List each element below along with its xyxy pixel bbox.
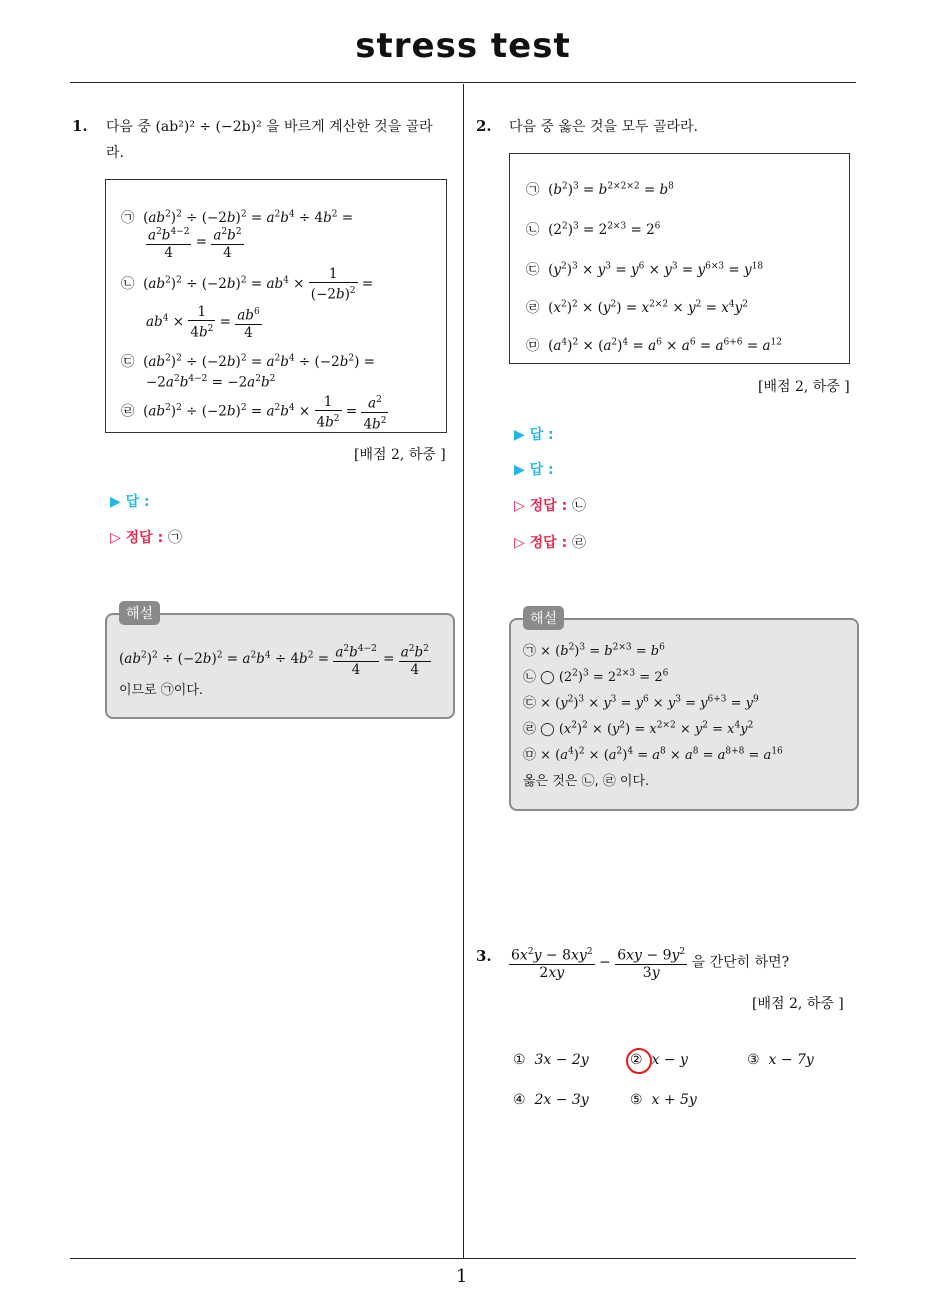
q1-solution-tab: 해설 — [119, 601, 160, 625]
q3-choice-1[interactable] — [513, 1052, 589, 1068]
q1-text — [106, 114, 456, 166]
q1-option-3[interactable]: ㉢ $(ab^2)^2 \div (-2b)^2 = a^2b^4 \div (-2b^2)$ = — [121, 353, 375, 370]
q3-choice-3-num: ③ — [747, 1052, 760, 1068]
q1-solution-line2: 이므로 ㉠이다. — [119, 683, 204, 698]
q2-text: 다음 중 옳은 것을 모두 골라라. — [509, 119, 698, 135]
q1-answer-label: ▶ 답 : — [110, 494, 150, 510]
q2-score: [배점 2, 하중 ] — [758, 379, 850, 395]
q1-text-line1: 다음 중 (ab²)² ÷ (−2b)² 을 바르게 계산한 것을 골라 — [106, 119, 433, 135]
q2-option-3[interactable]: ㉢ $(y^2)^3 \times y^3 = y^6 \times y^3 = y^{6\times 3} = y^{18}$ — [526, 261, 764, 278]
q1-number: 1. — [72, 117, 88, 135]
q1-correct-value: ㉠ — [168, 530, 183, 546]
q2-solution-tab: 해설 — [523, 606, 564, 630]
header-rule — [70, 82, 856, 83]
q3-number: 3. — [476, 947, 492, 965]
q3-score: [배점 2, 하중 ] — [752, 996, 844, 1012]
q1-score: [배점 2, 하중 ] — [354, 447, 446, 463]
q2-solution-line3: ㉢ × $(y^2)^3 \times y^3 = y^6 \times y^3 = y^{6+3} = y^9$ — [523, 694, 759, 711]
q2-solution-box — [509, 618, 859, 811]
q2-answer-label-1: ▶ 답 : — [514, 427, 554, 443]
q3-text-tail: 을 간단히 하면? — [691, 954, 790, 971]
q2-correct-label-2: ▷ 정답 : — [514, 535, 568, 551]
q1-option-1-label: ㉠ — [121, 210, 135, 226]
q1-option-4[interactable]: ㉣ $(ab^2)^2 \div (-2b)^2 = a^2b^4$ × $\frac{1}{4b^2}$ = $\frac{a^2}{4b^2}$ — [121, 393, 387, 432]
q2-solution-line2: ㉡ ◯ $(2^2)^3 = 2^{2\times 3} = 2^6$ — [523, 668, 669, 685]
q3-choice-5-num: ⑤ — [630, 1092, 643, 1108]
q3-text: $\frac{6x^2y - 8xy^2}{2xy}$ − $\frac{6xy - 9y^2}{3y}$ 을 간단히 하면? — [509, 944, 789, 981]
footer-rule — [70, 1258, 856, 1259]
q2-correct-value-1: ㉡ — [572, 498, 587, 514]
q2-correct-1 — [514, 495, 586, 515]
q2-correct-value-2: ㉣ — [572, 535, 587, 551]
q3-choice-3-expr: x − 7y — [768, 1052, 814, 1068]
q3-choice-2-expr: x − y — [651, 1052, 688, 1068]
q1-option-1[interactable]: ㉠ $(ab^2)^2 \div (-2b)^2 = a^2b^4 \div 4b^2$ = — [121, 209, 354, 226]
q1-options-box — [105, 179, 447, 433]
q2-solution-line1: ㉠ × $(b^2)^3 = b^{2\times 3} = b^6$ — [523, 642, 665, 659]
q2-option-2[interactable]: ㉡ $(2^2)^3 = 2^{2\times 3} = 2^6$ — [526, 221, 661, 238]
page-title: stress test — [355, 26, 571, 66]
q1-text-line2: 라. — [106, 145, 124, 161]
q2-solution-line6: 옳은 것은 ㉡, ㉣ 이다. — [523, 774, 650, 789]
q2-option-5[interactable]: ㉤ $(a^4)^2 \times (a^2)^4 = a^6 \times a^6 = a^{6+6} = a^{12}$ — [526, 337, 782, 354]
q2-number: 2. — [476, 117, 492, 135]
column-divider — [463, 84, 464, 1258]
q2-option-1-label: ㉠ — [526, 182, 540, 198]
q3-choice-4-num: ④ — [513, 1092, 526, 1108]
q3-answer-circle-mark — [626, 1048, 652, 1074]
q2-answer-label-2: ▶ 답 : — [514, 462, 554, 478]
q2-solution-line4: ㉣ ◯ $(x^2)^2 \times (y^2) = x^{2\times 2} \times y^2 = x^4y^2$ — [523, 720, 754, 737]
q3-choice-5[interactable] — [630, 1092, 697, 1108]
q1-solution-box — [105, 613, 455, 719]
q2-option-1[interactable]: ㉠ $(b^2)^3 = b^{2\times 2\times 2} = b^8$ — [526, 181, 674, 198]
page-number: 1 — [456, 1266, 468, 1287]
q2-solution-line5: ㉤ × $(a^4)^2 \times (a^2)^4 = a^8 \times a^8 = a^{8+8} = a^{16}$ — [523, 746, 783, 763]
q1-option-4-label: ㉣ — [121, 403, 135, 420]
q2-option-4[interactable]: ㉣ $(x^2)^2 \times (y^2) = x^{2\times 2} \times y^2 = x^4y^2$ — [526, 299, 748, 316]
q2-correct-label-1: ▷ 정답 : — [514, 498, 568, 514]
q3-choice-1-expr: 3x − 2y — [534, 1052, 589, 1068]
q3-choice-4-expr: 2x − 3y — [534, 1092, 589, 1108]
q3-choice-3[interactable] — [747, 1052, 814, 1068]
q1-correct — [110, 527, 182, 547]
q1-option-2[interactable]: ㉡ $(ab^2)^2 \div (-2b)^2 = ab^4$ × $\frac{1}{(-2b)^2}$ = — [121, 266, 374, 303]
q3-choice-4[interactable] — [513, 1092, 589, 1108]
q1-option-3-cont: $-2a^2b^{4-2} = -2a^2b^2$ — [146, 374, 276, 391]
q2-option-4-label: ㉣ — [526, 300, 540, 316]
q3-choice-5-expr: x + 5y — [651, 1092, 697, 1108]
q2-correct-2 — [514, 532, 586, 552]
q1-solution-line1: $(ab^2)^2 \div (-2b)^2 = a^2b^4 \div 4b^2$ = $\frac{a^2b^{4-2}}{4}$ = $\frac{a^2b^2}{4}$ — [119, 641, 431, 678]
q3-choice-1-num: ① — [513, 1052, 526, 1068]
q1-option-1-cont: $\frac{a^2b^{4-2}}{4}$ = $\frac{a^2b^2}{4}$ — [146, 224, 244, 261]
q2-options-box — [509, 153, 850, 364]
q3-choice-2-num: ② — [630, 1052, 643, 1068]
q2-option-2-label: ㉡ — [526, 222, 540, 238]
q2-option-3-label: ㉢ — [526, 262, 540, 278]
q2-option-5-label: ㉤ — [526, 338, 540, 354]
q1-option-3-label: ㉢ — [121, 354, 135, 370]
q1-option-2-cont: $ab^4$ × $\frac{1}{4b^2}$ = $\frac{ab^6}{4}$ — [146, 304, 260, 341]
q1-option-2-label: ㉡ — [121, 275, 135, 292]
q1-correct-label: ▷ 정답 : — [110, 530, 164, 546]
